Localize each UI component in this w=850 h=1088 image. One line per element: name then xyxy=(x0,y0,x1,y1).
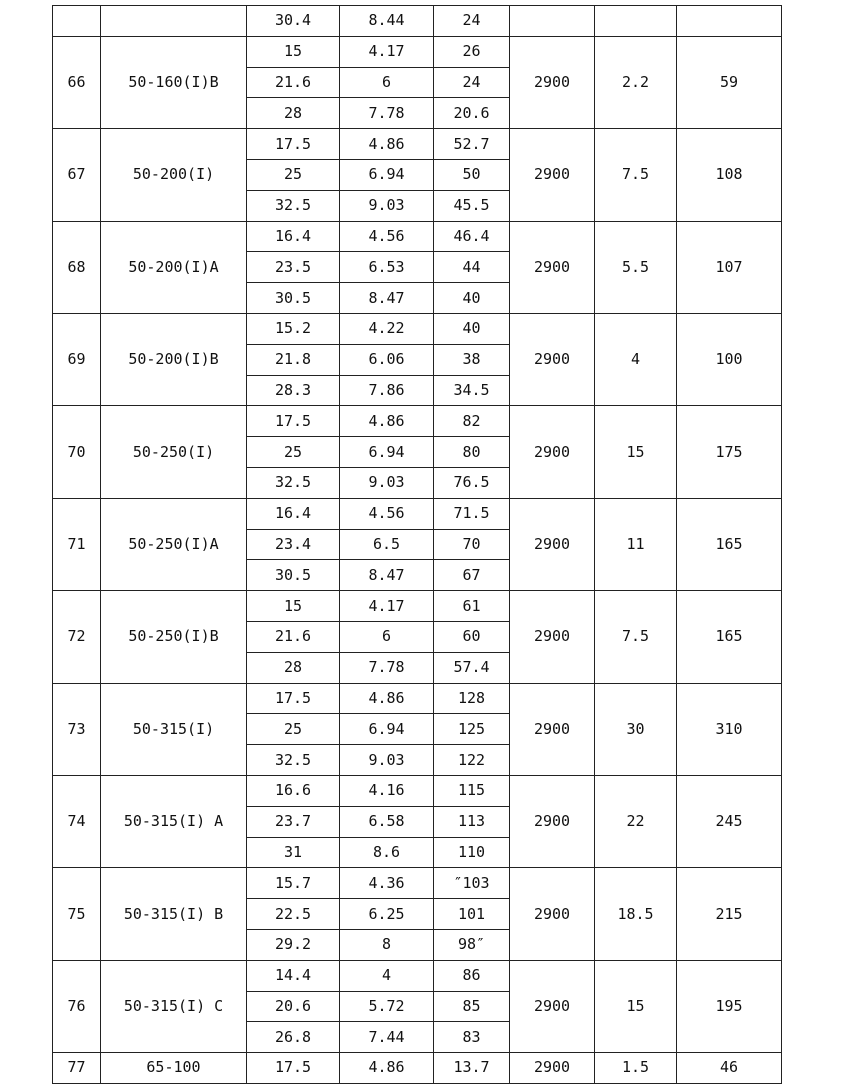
cell-weight: 245 xyxy=(677,775,782,867)
cell-flow-ls: 7.44 xyxy=(340,1022,434,1053)
cell-weight: 195 xyxy=(677,960,782,1052)
cell-model: 50-250(I) xyxy=(101,406,247,498)
table-row xyxy=(53,868,782,899)
cell-flow-m3h: 21.6 xyxy=(247,67,340,98)
cell-head: 61 xyxy=(434,591,510,622)
table-row xyxy=(53,129,782,160)
cell-head: 24 xyxy=(434,67,510,98)
cell-flow-ls: 6.94 xyxy=(340,159,434,190)
cell-flow-m3h: 26.8 xyxy=(247,1022,340,1053)
cell-flow-m3h: 15 xyxy=(247,591,340,622)
cell-flow-ls: 4.56 xyxy=(340,498,434,529)
table-row xyxy=(53,498,782,529)
cell-power: 2.2 xyxy=(595,36,677,128)
cell-head: 128 xyxy=(434,683,510,714)
cell-no: 70 xyxy=(53,406,101,498)
cell-power: 7.5 xyxy=(595,591,677,683)
cell-flow-ls: 4.17 xyxy=(340,591,434,622)
pump-spec-table xyxy=(52,5,782,1084)
cell-flow-m3h: 20.6 xyxy=(247,991,340,1022)
cell-head: 40 xyxy=(434,313,510,344)
cell-weight xyxy=(677,6,782,37)
cell-head: 122 xyxy=(434,745,510,776)
cell-flow-m3h: 15 xyxy=(247,36,340,67)
cell-flow-ls: 8.44 xyxy=(340,6,434,37)
cell-flow-ls: 6.58 xyxy=(340,806,434,837)
table-row xyxy=(53,683,782,714)
cell-flow-m3h: 25 xyxy=(247,714,340,745)
cell-head: 34.5 xyxy=(434,375,510,406)
cell-weight: 310 xyxy=(677,683,782,775)
table-row xyxy=(53,1053,782,1084)
cell-flow-m3h: 32.5 xyxy=(247,467,340,498)
cell-head: 125 xyxy=(434,714,510,745)
cell-head: 20.6 xyxy=(434,98,510,129)
cell-power: 22 xyxy=(595,775,677,867)
cell-speed: 2900 xyxy=(510,313,595,405)
cell-head: 40 xyxy=(434,283,510,314)
cell-flow-ls: 7.78 xyxy=(340,98,434,129)
cell-flow-m3h: 28.3 xyxy=(247,375,340,406)
cell-flow-ls: 4.86 xyxy=(340,1053,434,1084)
cell-flow-m3h: 30.4 xyxy=(247,6,340,37)
cell-model: 50-315(I) A xyxy=(101,775,247,867)
cell-speed xyxy=(510,6,595,37)
cell-head: 26 xyxy=(434,36,510,67)
cell-weight: 165 xyxy=(677,498,782,590)
cell-flow-m3h: 22.5 xyxy=(247,899,340,930)
cell-flow-m3h: 32.5 xyxy=(247,745,340,776)
cell-power: 15 xyxy=(595,406,677,498)
cell-flow-ls: 6.06 xyxy=(340,344,434,375)
cell-head: 113 xyxy=(434,806,510,837)
table-row xyxy=(53,406,782,437)
cell-flow-m3h: 28 xyxy=(247,652,340,683)
cell-flow-ls: 8.47 xyxy=(340,560,434,591)
cell-flow-ls: 6 xyxy=(340,67,434,98)
cell-flow-m3h: 31 xyxy=(247,837,340,868)
cell-speed: 2900 xyxy=(510,498,595,590)
cell-flow-m3h: 17.5 xyxy=(247,683,340,714)
cell-head: 46.4 xyxy=(434,221,510,252)
cell-flow-ls: 8.47 xyxy=(340,283,434,314)
cell-flow-m3h: 28 xyxy=(247,98,340,129)
cell-flow-m3h: 16.4 xyxy=(247,221,340,252)
cell-model: 50-200(I)B xyxy=(101,313,247,405)
table-row xyxy=(53,313,782,344)
cell-flow-m3h: 23.7 xyxy=(247,806,340,837)
cell-head: 80 xyxy=(434,437,510,468)
cell-speed: 2900 xyxy=(510,775,595,867)
cell-speed: 2900 xyxy=(510,960,595,1052)
cell-model: 50-160(I)B xyxy=(101,36,247,128)
cell-model xyxy=(101,6,247,37)
table-row xyxy=(53,591,782,622)
cell-flow-m3h: 21.6 xyxy=(247,621,340,652)
cell-no: 76 xyxy=(53,960,101,1052)
cell-flow-ls: 4.86 xyxy=(340,683,434,714)
cell-head: 101 xyxy=(434,899,510,930)
table-row xyxy=(53,960,782,991)
cell-power: 18.5 xyxy=(595,868,677,960)
cell-weight: 107 xyxy=(677,221,782,313)
cell-power: 30 xyxy=(595,683,677,775)
cell-weight: 215 xyxy=(677,868,782,960)
cell-flow-ls: 9.03 xyxy=(340,467,434,498)
cell-no: 66 xyxy=(53,36,101,128)
cell-no xyxy=(53,6,101,37)
cell-flow-m3h: 30.5 xyxy=(247,283,340,314)
cell-flow-ls: 6.94 xyxy=(340,437,434,468)
cell-flow-m3h: 25 xyxy=(247,437,340,468)
cell-no: 77 xyxy=(53,1053,101,1084)
table-row xyxy=(53,221,782,252)
cell-weight: 165 xyxy=(677,591,782,683)
table-body xyxy=(53,6,782,1084)
cell-head: 82 xyxy=(434,406,510,437)
cell-model: 50-250(I)A xyxy=(101,498,247,590)
cell-flow-ls: 6.94 xyxy=(340,714,434,745)
cell-power: 15 xyxy=(595,960,677,1052)
cell-speed: 2900 xyxy=(510,406,595,498)
cell-speed: 2900 xyxy=(510,129,595,221)
cell-flow-m3h: 21.8 xyxy=(247,344,340,375)
cell-head: 57.4 xyxy=(434,652,510,683)
cell-flow-ls: 8 xyxy=(340,929,434,960)
cell-flow-ls: 6.5 xyxy=(340,529,434,560)
cell-power: 4 xyxy=(595,313,677,405)
cell-speed: 2900 xyxy=(510,36,595,128)
table-row xyxy=(53,6,782,37)
cell-no: 69 xyxy=(53,313,101,405)
cell-model: 50-200(I) xyxy=(101,129,247,221)
cell-head: 85 xyxy=(434,991,510,1022)
cell-flow-ls: 4.16 xyxy=(340,775,434,806)
cell-model: 50-315(I) C xyxy=(101,960,247,1052)
cell-head: 71.5 xyxy=(434,498,510,529)
cell-flow-m3h: 14.4 xyxy=(247,960,340,991)
cell-flow-ls: 7.78 xyxy=(340,652,434,683)
cell-weight: 108 xyxy=(677,129,782,221)
cell-flow-m3h: 15.7 xyxy=(247,868,340,899)
cell-head: 52.7 xyxy=(434,129,510,160)
cell-no: 75 xyxy=(53,868,101,960)
cell-head: 60 xyxy=(434,621,510,652)
table-row xyxy=(53,36,782,67)
cell-speed: 2900 xyxy=(510,221,595,313)
cell-flow-m3h: 15.2 xyxy=(247,313,340,344)
cell-weight: 175 xyxy=(677,406,782,498)
cell-flow-ls: 4.86 xyxy=(340,406,434,437)
cell-speed: 2900 xyxy=(510,683,595,775)
cell-no: 68 xyxy=(53,221,101,313)
cell-no: 67 xyxy=(53,129,101,221)
cell-head: 38 xyxy=(434,344,510,375)
cell-flow-ls: 9.03 xyxy=(340,190,434,221)
cell-model: 50-315(I) B xyxy=(101,868,247,960)
cell-head: 86 xyxy=(434,960,510,991)
cell-flow-ls: 4.36 xyxy=(340,868,434,899)
cell-model: 50-315(I) xyxy=(101,683,247,775)
cell-flow-m3h: 23.4 xyxy=(247,529,340,560)
table-row xyxy=(53,775,782,806)
cell-flow-m3h: 17.5 xyxy=(247,1053,340,1084)
cell-speed: 2900 xyxy=(510,591,595,683)
cell-flow-ls: 6.53 xyxy=(340,252,434,283)
cell-flow-ls: 5.72 xyxy=(340,991,434,1022)
cell-head: 76.5 xyxy=(434,467,510,498)
cell-speed: 2900 xyxy=(510,1053,595,1084)
cell-weight: 100 xyxy=(677,313,782,405)
cell-flow-m3h: 16.6 xyxy=(247,775,340,806)
cell-flow-ls: 4.56 xyxy=(340,221,434,252)
cell-flow-m3h: 17.5 xyxy=(247,129,340,160)
cell-model: 50-250(I)B xyxy=(101,591,247,683)
cell-flow-ls: 4 xyxy=(340,960,434,991)
cell-head: 98″ xyxy=(434,929,510,960)
cell-head: 50 xyxy=(434,159,510,190)
cell-head: 44 xyxy=(434,252,510,283)
cell-flow-ls: 6 xyxy=(340,621,434,652)
cell-flow-m3h: 16.4 xyxy=(247,498,340,529)
cell-power: 5.5 xyxy=(595,221,677,313)
cell-flow-ls: 4.22 xyxy=(340,313,434,344)
cell-head: 70 xyxy=(434,529,510,560)
cell-power: 1.5 xyxy=(595,1053,677,1084)
cell-power: 7.5 xyxy=(595,129,677,221)
cell-no: 71 xyxy=(53,498,101,590)
cell-flow-ls: 4.86 xyxy=(340,129,434,160)
cell-head: 83 xyxy=(434,1022,510,1053)
cell-weight: 59 xyxy=(677,36,782,128)
cell-flow-m3h: 32.5 xyxy=(247,190,340,221)
cell-head: 67 xyxy=(434,560,510,591)
cell-model: 65-100 xyxy=(101,1053,247,1084)
cell-flow-ls: 9.03 xyxy=(340,745,434,776)
cell-flow-ls: 8.6 xyxy=(340,837,434,868)
cell-flow-m3h: 29.2 xyxy=(247,929,340,960)
cell-head: 110 xyxy=(434,837,510,868)
cell-flow-m3h: 17.5 xyxy=(247,406,340,437)
cell-head: 115 xyxy=(434,775,510,806)
cell-head: 45.5 xyxy=(434,190,510,221)
cell-weight: 46 xyxy=(677,1053,782,1084)
cell-head: 24 xyxy=(434,6,510,37)
cell-speed: 2900 xyxy=(510,868,595,960)
cell-flow-m3h: 30.5 xyxy=(247,560,340,591)
cell-no: 73 xyxy=(53,683,101,775)
cell-model: 50-200(I)A xyxy=(101,221,247,313)
cell-flow-m3h: 23.5 xyxy=(247,252,340,283)
cell-power xyxy=(595,6,677,37)
cell-head: 13.7 xyxy=(434,1053,510,1084)
cell-no: 72 xyxy=(53,591,101,683)
cell-head: ″103 xyxy=(434,868,510,899)
cell-flow-ls: 6.25 xyxy=(340,899,434,930)
cell-flow-ls: 7.86 xyxy=(340,375,434,406)
cell-flow-m3h: 25 xyxy=(247,159,340,190)
cell-flow-ls: 4.17 xyxy=(340,36,434,67)
cell-no: 74 xyxy=(53,775,101,867)
cell-power: 11 xyxy=(595,498,677,590)
